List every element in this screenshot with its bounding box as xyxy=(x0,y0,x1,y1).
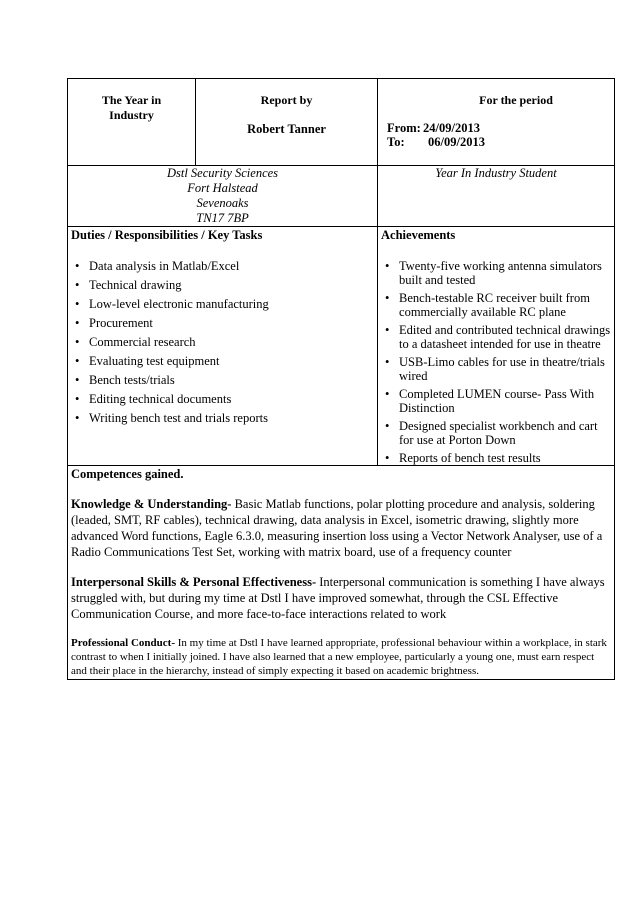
period-dates xyxy=(381,121,611,149)
conduct-label: Professional Conduct- xyxy=(71,637,175,649)
duties-list xyxy=(71,259,374,425)
interpersonal-text: Interpersonal communication is something I have always struggled with, but during my time at Dstl I have improved somewhat, through the CSL Effective Communication Course, and more face-to-face interactions related to work xyxy=(71,575,605,621)
achievements-list xyxy=(381,259,611,465)
interpersonal-label: Interpersonal Skills & Personal Effectiveness- xyxy=(71,575,317,589)
role-cell xyxy=(378,166,615,227)
list-item: • Evaluating test equipment xyxy=(89,354,374,368)
list-item: • Data analysis in Matlab/Excel xyxy=(89,259,374,273)
programme-title: The Year in Industry xyxy=(101,93,162,122)
list-item: • Technical drawing xyxy=(89,278,374,292)
list-item: • USB-Limo cables for use in theatre/trials wired xyxy=(399,355,611,383)
list-item: • Designed specialist workbench and cart for use at Porton Down xyxy=(399,419,611,447)
list-item: • Procurement xyxy=(89,316,374,330)
period-label: For the period xyxy=(479,93,553,107)
programme-title-cell xyxy=(68,79,196,166)
list-item: • Editing technical documents xyxy=(89,392,374,406)
list-item: • Commercial research xyxy=(89,335,374,349)
to-label: To: xyxy=(387,135,405,149)
from-label: From: xyxy=(387,121,421,135)
organisation-address xyxy=(68,166,378,227)
address-line: Sevenoaks xyxy=(196,196,249,210)
knowledge-text: Basic Matlab functions, polar plotting procedure and analysis, soldering (leaded, SMT, RF cables), technical drawing, data analysis in Excel, isometric drawing, slightly more advanced Word functions, Eagle 6.3.0, measuring insertion loss using a Vector Network Analyser, use of a Radio Communications Test Set, working with matrix board, use of a frequency counter xyxy=(71,497,603,559)
to-date: 06/09/2013 xyxy=(428,135,485,149)
duties-heading: Duties / Responsibilities / Key Tasks xyxy=(71,228,263,242)
interpersonal-paragraph xyxy=(71,574,611,622)
header-row xyxy=(68,79,615,166)
role-title: Year In Industry Student xyxy=(435,166,557,180)
knowledge-label: Knowledge & Understanding- xyxy=(71,497,232,511)
address-line: Fort Halstead xyxy=(187,181,258,195)
list-item: • Bench tests/trials xyxy=(89,373,374,387)
duties-achievements-row xyxy=(68,227,615,466)
list-item: • Completed LUMEN course- Pass With Distinction xyxy=(399,387,611,415)
achievements-heading: Achievements xyxy=(381,228,456,242)
period-cell xyxy=(378,79,615,166)
author-name: Robert Tanner xyxy=(247,122,326,136)
conduct-text: In my time at Dstl I have learned appropriate, professional behaviour within a workplace, in stark contrast to when I initially joined. I have also learned that a new employee, particularly a young one, must earn respect and their place in the hierarchy, instead of simply expecting it based on academic brightness. xyxy=(71,637,607,677)
report-by-label: Report by xyxy=(260,93,313,107)
list-item: • Bench-testable RC receiver built from commercially available RC plane xyxy=(399,291,611,319)
competences-cell xyxy=(68,466,615,680)
address-line: Dstl Security Sciences xyxy=(166,166,279,180)
report-table xyxy=(67,78,615,680)
knowledge-paragraph xyxy=(71,496,611,560)
report-sheet xyxy=(67,78,614,680)
conduct-paragraph xyxy=(71,636,611,678)
competences-heading: Competences gained. xyxy=(71,467,184,481)
list-item: • Writing bench test and trials reports xyxy=(89,411,374,425)
competences-row xyxy=(68,466,615,680)
list-item: • Edited and contributed technical drawings to a datasheet intended for use in theatre xyxy=(399,323,611,351)
address-line: TN17 7BP xyxy=(196,211,249,225)
report-by-cell xyxy=(196,79,378,166)
achievements-cell xyxy=(378,227,615,466)
duties-cell xyxy=(68,227,378,466)
list-item: • Low-level electronic manufacturing xyxy=(89,297,374,311)
from-date: 24/09/2013 xyxy=(423,121,480,135)
organisation-row xyxy=(68,166,615,227)
list-item: • Reports of bench test results xyxy=(399,451,611,465)
list-item: • Twenty-five working antenna simulators built and tested xyxy=(399,259,611,287)
